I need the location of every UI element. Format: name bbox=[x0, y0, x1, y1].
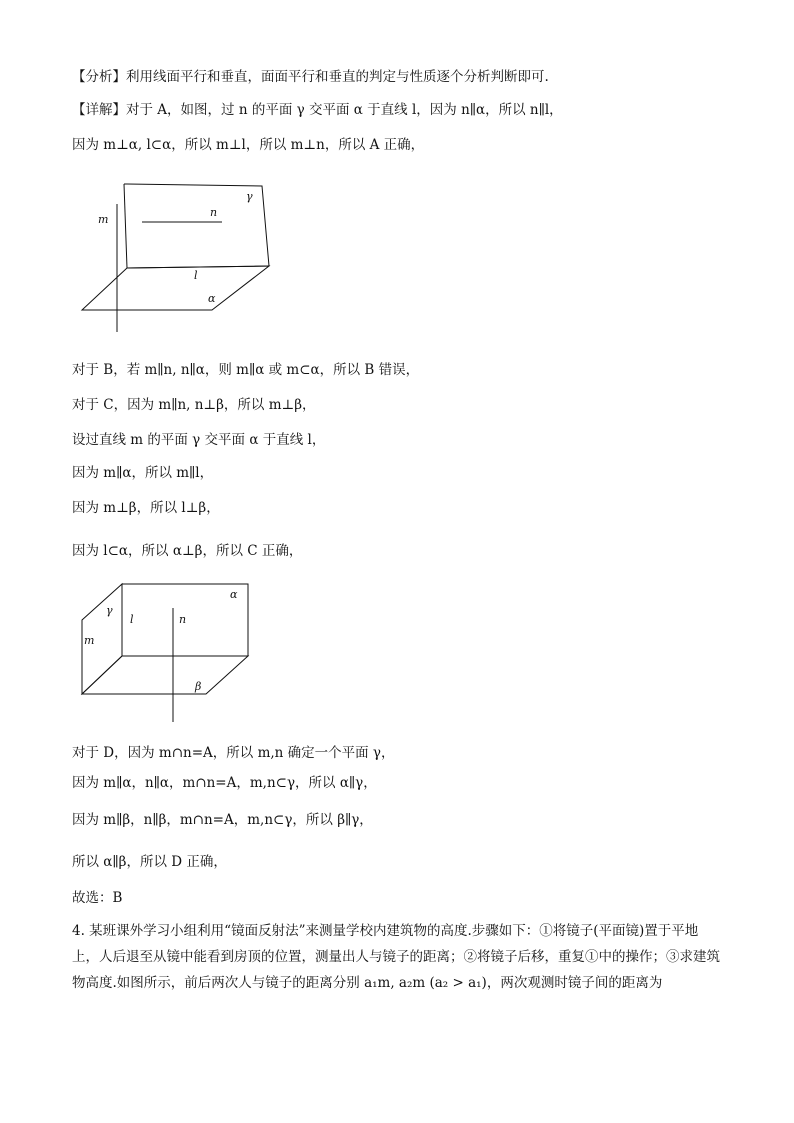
solution-line-d1: 对于 D，因为 m∩n=A，所以 m,n 确定一个平面 γ， bbox=[72, 745, 395, 761]
solution-line-d3: 因为 m∥β，n∥β，m∩n=A，m,n⊂γ，所以 β∥γ， bbox=[72, 812, 373, 828]
solution-line-a: 【详解】对于 A，如图，过 n 的平面 γ 交平面 α 于直线 l，因为 n∥α，所以 n∥l， bbox=[72, 102, 563, 118]
solution-line-a2: 因为 m⊥α, l⊂α，所以 m⊥l，所以 m⊥n，所以 A 正确， bbox=[72, 137, 425, 153]
plane-alpha bbox=[82, 266, 269, 310]
solution-line-d4: 所以 α∥β，所以 D 正确， bbox=[72, 854, 227, 870]
plane-beta bbox=[82, 656, 248, 694]
solution-line-c4: 因为 m⊥β，所以 l⊥β， bbox=[72, 500, 220, 516]
label-l: l bbox=[130, 613, 134, 626]
label-n: n bbox=[179, 613, 187, 626]
solution-line-c1: 对于 C，因为 m∥n, n⊥β，所以 m⊥β， bbox=[72, 397, 316, 413]
label-gamma: γ bbox=[106, 604, 113, 617]
solution-line-b: 对于 B，若 m∥n, n∥α，则 m∥α 或 m⊂α，所以 B 错误， bbox=[72, 362, 420, 378]
label-alpha: α bbox=[208, 292, 216, 305]
label-gamma: γ bbox=[246, 190, 253, 203]
figure-2-diagram bbox=[72, 578, 262, 728]
solution-line-c3: 因为 m∥α，所以 m∥l， bbox=[72, 465, 214, 481]
plane-gamma-left-edge bbox=[124, 184, 127, 268]
solution-line-c5: 因为 l⊂α，所以 α⊥β，所以 C 正确， bbox=[72, 543, 303, 559]
solution-line-d2: 因为 m∥α，n∥α，m∩n=A，m,n⊂γ，所以 α∥γ， bbox=[72, 775, 377, 791]
problem-4-text: 4. 某班课外学习小组利用“镜面反射法”来测量学校内建筑物的高度.步骤如下：①将镜子(平面镜)置于平地上，人后退至从镜中能看到房顶的位置，测量出人与镜子的距离；②将镜子后移，重复①中的操作；③求建筑物高度.如图所示，前后两次人与镜子的距离分别 a₁m, a₂m (a₂ > a₁)，两次观测时镜子间的距离为 bbox=[72, 923, 720, 991]
label-m: m bbox=[98, 213, 109, 226]
answer-line: 故选：B bbox=[72, 890, 123, 906]
label-m: m bbox=[84, 634, 95, 647]
solution-line-c2: 设过直线 m 的平面 γ 交平面 α 于直线 l， bbox=[72, 432, 326, 448]
label-n: n bbox=[210, 206, 218, 219]
figure-1-diagram bbox=[72, 176, 282, 341]
analysis-line: 【分析】利用线面平行和垂直，面面平行和垂直的判定与性质逐个分析判断即可. bbox=[72, 69, 549, 85]
label-l: l bbox=[194, 269, 198, 282]
label-alpha: α bbox=[230, 588, 238, 601]
label-beta: β bbox=[195, 680, 202, 693]
